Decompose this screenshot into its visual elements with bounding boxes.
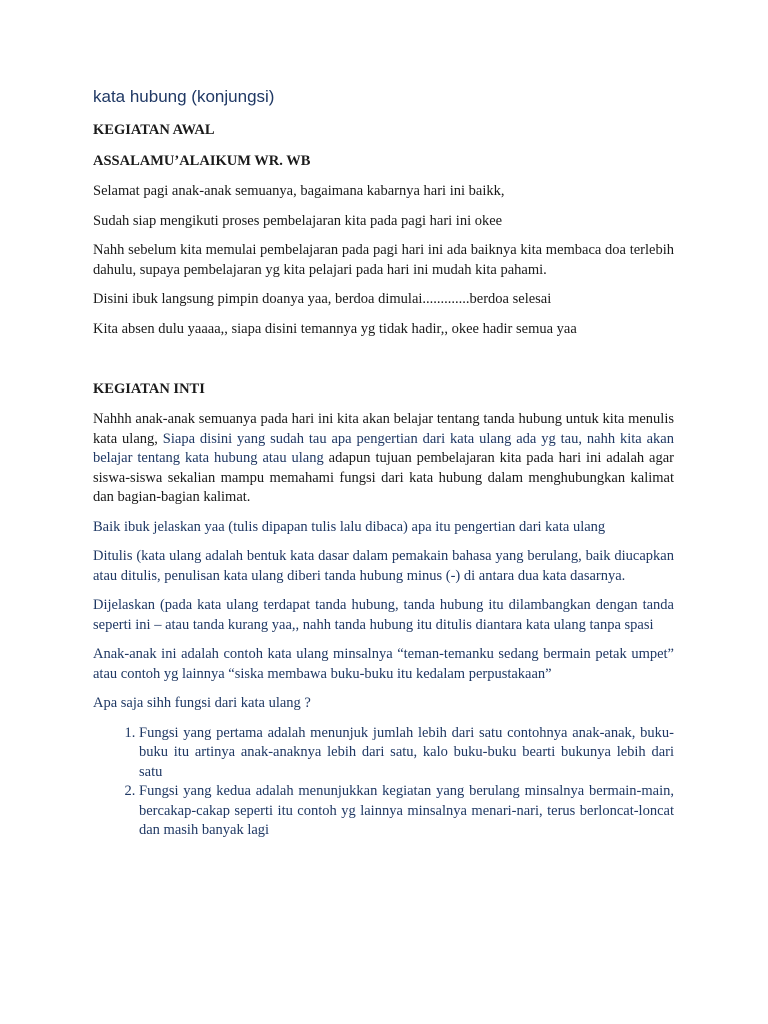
- spacer: [93, 349, 674, 379]
- paragraph-question: Apa saja sihh fungsi dari kata ulang ?: [93, 695, 311, 711]
- intro-text-c: adapun tujuan pembelajaran kita pada hari ini adalah agar siswa-siswa sekalian mampu memahami fungsi dari kata hubung dalam menghubungkan kalimat dan bagian-bagian kalimat.: [93, 450, 674, 505]
- paragraph-definition: Ditulis (kata ulang adalah bentuk kata dasar dalam pemakain bahasa yang berulang, baik diucapkan atau ditulis, penulisan kata ulang diberi tanda hubung minus (-) di antara dua kata dasarnya.: [93, 548, 674, 584]
- intro-text-a: Nahhh anak-anak semuanya pada hari ini kita akan belajar tentang tanda hubung untuk kita menulis kata ulang,: [93, 411, 674, 447]
- document-title: kata hubung (konjungsi): [93, 87, 275, 106]
- paragraph-ready: Sudah siap mengikuti proses pembelajaran kita pada pagi hari ini okee: [93, 212, 503, 229]
- paragraph-examples: Anak-anak ini adalah contoh kata ulang minsalnya “teman-temanku sedang bermain petak umpet” atau contoh yg lainnya “siska membawa buku-buku itu kedalam perpustakaan”: [93, 646, 674, 682]
- paragraph-prayer: Disini ibuk langsung pimpin doanya yaa, berdoa dimulai.............berdoa selesai: [93, 291, 552, 307]
- paragraph-hyphen: Dijelaskan (pada kata ulang terdapat tanda hubung, tanda hubung itu dilambangkan dengan tanda seperti ini – atau tanda kurang yaa,, nahh tanda hubung itu ditulis diantara kata ulang tanpa spasi: [93, 597, 674, 633]
- list-item: 1. Fungsi yang pertama adalah menunjuk jumlah lebih dari satu contohnya anak-anak, buku-buku itu artinya anak-anaknya lebih dari satu, kalo buku-buku bearti bukunya lebih dari satu: [139, 724, 674, 783]
- paragraph-explain: Baik ibuk jelaskan yaa (tulis dipapan tulis lalu dibaca) apa itu pengertian dari kata ulang: [93, 518, 606, 535]
- intro-text-b: Siapa disini yang sudah tau apa pengertian dari kata ulang ada yg tau, nahh kita akan belajar tentang kata hubung atau ulang: [93, 430, 674, 466]
- function-list: [93, 724, 674, 841]
- paragraph-greeting: Selamat pagi anak-anak semuanya, bagaimana kabarnya hari ini baikk,: [93, 183, 505, 199]
- greeting-heading: ASSALAMU’ALAIKUM WR. WB: [93, 153, 311, 169]
- paragraph-prayer-intro: Nahh sebelum kita memulai pembelajaran pada pagi hari ini ada baiknya kita membaca doa terlebih dahulu, supaya pembelajaran yg kita pelajari pada hari ini mudah kita pahami.: [93, 242, 674, 278]
- paragraph-intro: [93, 410, 674, 508]
- list-item: 2. Fungsi yang kedua adalah menunjukkan kegiatan yang berulang minsalnya bermain-main, bercakap-cakap seperti itu contoh yg lainnya minsalnya menari-nari, terus berloncat-loncat dan masih banyak lagi: [139, 782, 674, 841]
- heading-kegiatan-inti: KEGIATAN INTI: [93, 381, 205, 397]
- heading-kegiatan-awal: KEGIATAN AWAL: [93, 122, 215, 138]
- paragraph-attendance: Kita absen dulu yaaaa,, siapa disini temannya yg tidak hadir,, okee hadir semua yaa: [93, 320, 577, 337]
